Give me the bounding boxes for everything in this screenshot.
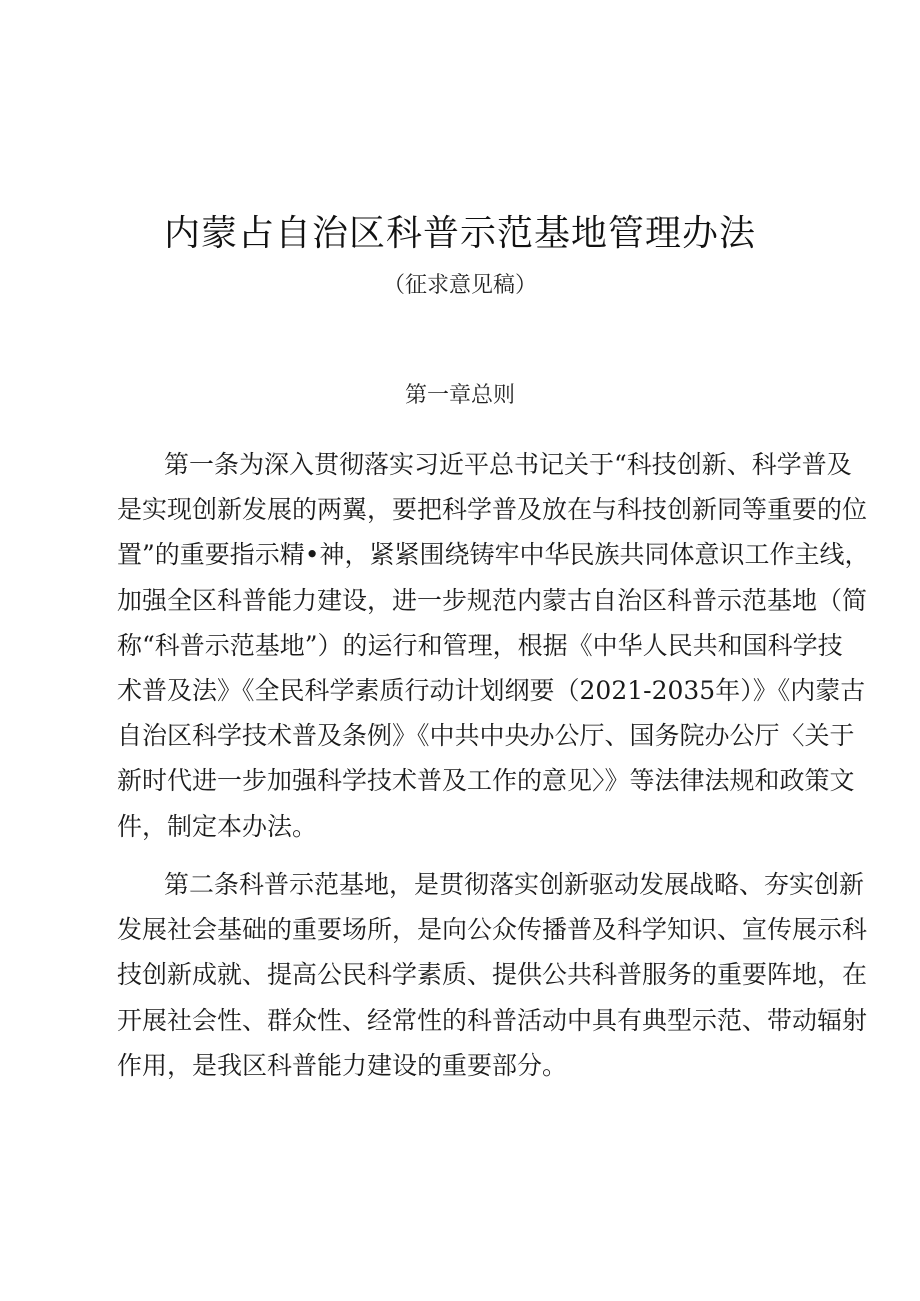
article-1-line: 是实现创新发展的两翼，要把科学普及放在与科技创新同等重要的位 xyxy=(117,495,868,525)
article-2-line: 技创新成就、提高公民科学素质、提供公共科普服务的重要阵地，在 xyxy=(117,960,868,990)
article-1-line: 术普及法》《全民科学素质行动计划纲要（2021-2035年）》《内蒙古 xyxy=(117,675,866,705)
document-title: 内蒙占自治区科普示范基地管理办法 xyxy=(163,213,756,254)
chapter-title: 第一章总则 xyxy=(404,383,515,408)
article-2-paragraph xyxy=(117,862,868,1088)
article-2-line: 第二条科普示范基地，是贯彻落实创新驱动发展战略、夯实创新 xyxy=(164,870,865,899)
article-2-line: 作用，是我区科普能力建设的重要部分。 xyxy=(117,1050,568,1080)
article-2-line: 发展社会基础的重要场所，是向公众传播普及科学知识、宣传展示科 xyxy=(117,915,868,945)
document-subtitle: （征求意见稿） xyxy=(382,273,537,298)
article-1-line: 自治区科学技术普及条例》《中共中央办公厅、国务院办公厅〈关于 xyxy=(117,721,855,751)
article-2-line: 开展社会性、群众性、经常性的科普活动中具有典型示范、带动辐射 xyxy=(117,1005,868,1035)
article-1-line: 新时代进一步加强科学技术普及工作的意见〉》等法律法规和政策文 xyxy=(117,766,855,796)
article-1-line: 件，制定本办法。 xyxy=(117,811,318,841)
article-1-line: 置”的重要指示精•神，紧紧围绕铸牢中华民族共同体意识工作主线， xyxy=(117,540,870,570)
article-1-line: 第一条为深入贯彻落实习近平总书记关于“科技创新、科学普及 xyxy=(164,450,852,479)
article-1-paragraph xyxy=(117,442,870,849)
article-1-line: 加强全区科普能力建设，进一步规范内蒙古自治区科普示范基地（简 xyxy=(117,585,868,615)
article-1-line: 称“科普示范基地”）的运行和管理，根据《中华人民共和国科学技 xyxy=(117,630,843,660)
